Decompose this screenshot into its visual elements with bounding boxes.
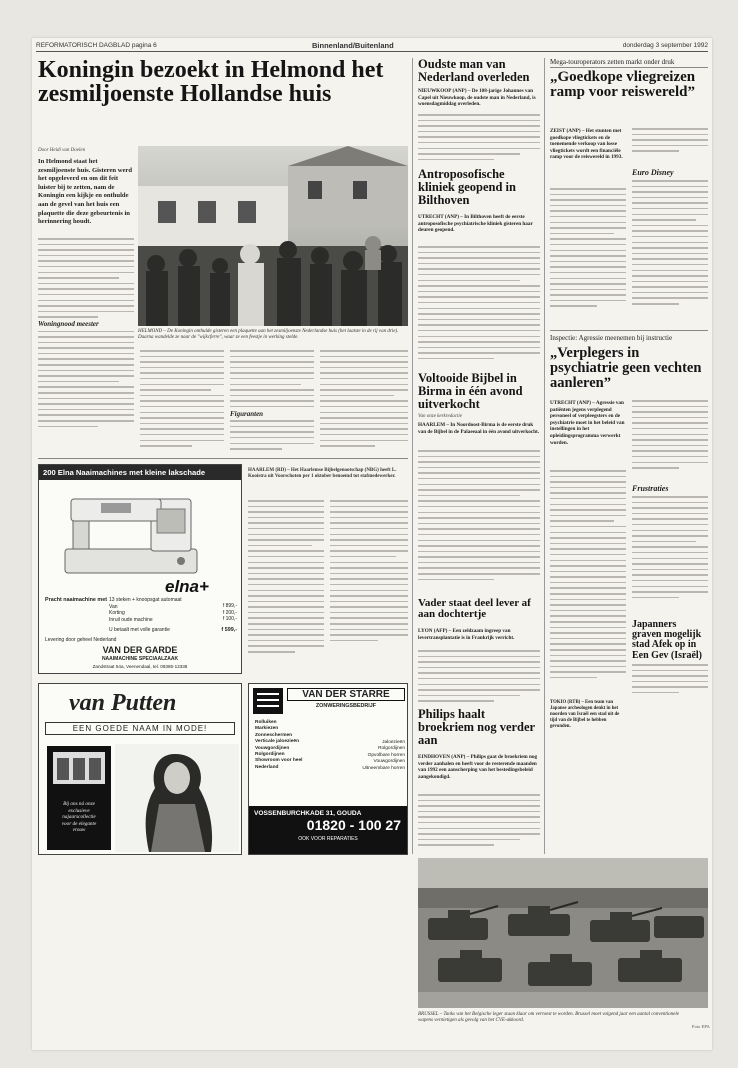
vanderstarre-item: Rolgordijnen (378, 746, 405, 752)
vanderstarre-item: Verticale jaloezieën (255, 739, 299, 745)
divider (544, 58, 545, 854)
elna-item: Van (109, 603, 118, 610)
inspectie-col-2b (632, 496, 708, 614)
elna-delivery: Levering door geheel Nederland (45, 637, 117, 643)
philips-body (418, 794, 540, 852)
reis-col-2b (632, 180, 708, 318)
vanderstarre-footer: OOK VOOR REPARATIES (298, 836, 358, 842)
vanderstarre-item: Showroom voor heel Nederland (255, 758, 303, 770)
vanputten-small-line: najaarscollectie (62, 814, 96, 821)
vanderstarre-phone: 01820 - 100 27 (306, 817, 401, 833)
vanderstarre-brand: VAN DER STARRE (287, 688, 405, 701)
vanderstarre-item: Opvolbare horren (367, 752, 405, 758)
haarlem-brief: HAARLEM (RD) – Het Haarlemse Bijbelgenootschap (NBG) heeft L. Kooistra uit Voorschoten per 1 oktober benoemd tot stafmedewerker. (248, 468, 397, 480)
haarlem-col-2 (330, 500, 408, 670)
sewing-machine-icon (61, 489, 201, 579)
kliniek-body (418, 246, 540, 370)
reis-col-2a (632, 128, 708, 164)
vanderstarre-item: Rolgordijnen (255, 752, 285, 758)
oudste-body (418, 114, 540, 164)
vanputten-small-line: exclusieve (68, 807, 90, 814)
main-headline: Koningin bezoekt in Helmond het zesmiljoenste Hollandse huis (38, 57, 384, 108)
newspaper-page (32, 38, 712, 1050)
vanderstarre-item: Markiezen (255, 726, 279, 732)
storefront-icon (47, 746, 111, 790)
vanderstarre-item: Rolluiken (255, 720, 277, 725)
inspectie-lead: UTRECHT (ANP) – Agressie van patiënten jegens verplegend personeel of verpleegsters en de psychiatrie moet in het beleid van instellingen in het opleidingsprogramma verwerkt worden. (550, 400, 625, 446)
divider (38, 458, 408, 459)
elna-company-sub: NAAIMACHINE SPECIAALZAAK (101, 656, 179, 662)
oudste-lead: NIEUWKOOP (ANP) – De 108-jarige Johannes van Capel uit Nieuwkoop, de oudste man in Nederland, is woensdagmiddag overleden. (418, 88, 536, 108)
elna-item: Inruil oude machine (109, 616, 153, 623)
philips-headline: Philips haalt broekriem nog verder aan (418, 707, 535, 747)
vanputten-dark-panel (47, 746, 111, 850)
tanks-photo (418, 858, 708, 1008)
main-col-4 (320, 350, 408, 454)
elna-price: f 200,- (222, 609, 237, 616)
vanderstarre-item: Vouwgordijnen (255, 745, 290, 751)
elna-item: Korting (109, 610, 125, 617)
vanderstarre-left-list (255, 720, 325, 771)
elna-price: f 100,- (222, 616, 237, 623)
elna-prices (199, 603, 237, 623)
ad-vanputten (38, 683, 242, 855)
tokio-lead: TOKIO (RTB) – Een team van Japanse archeologen denkt in het noorden van Israël een stad uit de tijd van de Bijbel te hebben gevonden. (550, 700, 620, 729)
kliniek-lead: UTRECHT (ANP) – In Bilthoven heeft de eerste antroposofische psychiatrische kliniek gisteren haar deuren geopend. (418, 214, 533, 234)
vanderstarre-item: Jaloezieën (382, 740, 405, 745)
japan-body (632, 664, 708, 704)
main-subhead: Woningnood meester (38, 319, 99, 328)
ad-elna (38, 464, 242, 674)
elna-brand: elna+ (165, 577, 209, 596)
reis-col-1 (550, 188, 626, 318)
vanderstarre-footer-panel (249, 806, 407, 855)
japan-headline: Japanners graven mogelijk stad Afek op in Een Gev (Israël) (632, 619, 702, 661)
bijbel-body (418, 450, 540, 596)
vanputten-small (47, 801, 111, 834)
vanderstarre-right-list (333, 740, 405, 772)
main-lead: In Helmond staat het zesmiljoenste huis. Gisteren werd het opgeleverd en om dit feit luister bij te zetten, nam de Koningin een kijkje en onthulde aan de gevel van het huis een plaquette die deze gebeurtenis in herinnering houdt. (38, 158, 133, 226)
elna-u-betaalt: U betaalt met volle garantie (109, 627, 170, 633)
reis-headline: „Goedkope vliegreizen ramp voor reiswereld” (550, 69, 696, 101)
inspectie-col-1 (550, 470, 626, 696)
divider (550, 330, 708, 331)
vader-lead: LYON (AFP) – Een zeldzaam ingreep van levertransplantatie is in Frankrijk verricht. (418, 628, 515, 641)
bijbel-headline: Voltooide Bijbel in Birma in één avond uitverkocht (418, 371, 523, 411)
vanputten-small-line: vrouw (72, 827, 86, 834)
haarlem-col-1 (248, 500, 324, 670)
vanderstarre-item: Uitneembare horren (362, 765, 405, 771)
vader-body (418, 650, 540, 706)
bijbel-byline: Van onze kerkredactie (418, 414, 462, 419)
kliniek-headline: Antroposofische kliniek geopend in Bilthoven (418, 167, 516, 207)
main-photo (138, 146, 408, 326)
vanputten-small-line: Bij ons ná onze (63, 801, 95, 807)
main-col-3 (230, 350, 314, 454)
vanderstarre-sub: ZONWERINGSBEDRIJF (315, 703, 377, 709)
elna-company: VAN DER GARDE (102, 645, 178, 655)
elna-item: 13 steken + knoopsgat automaat (109, 597, 182, 603)
tanks-caption: BRUSSEL – Tanks van het Belgische leger staan klaar om verroest te worden. Brussel moet volgend jaar een aantal conventionele wapens vernietigen als gevolg van het CVE-akkoord. (418, 1012, 679, 1023)
main-subhead-2: Figuranten (230, 409, 264, 418)
main-col-1 (38, 238, 134, 453)
inspectie-kicker: Inspectie: Agressie meenemen bij instructie (550, 334, 673, 342)
reis-lead: ZEIST (ANP) – Het stunten met goedkope vliegtickets en de toenemende verkoop van losse vliegtickets wordt een financiële ramp voor de reiswereld in 1993. (550, 128, 623, 161)
reis-kicker: Mega-touroperators zetten markt onder druk (550, 58, 708, 68)
header-date: donderdag 3 september 1992 (622, 42, 708, 49)
elna-address: Zandstraat 54a, Veenendaal, tel. 08385-13338 (92, 664, 188, 669)
inspectie-col-2a (632, 400, 708, 482)
philips-lead: EINDHOVEN (ANP) – Philips gaat de broekriem nog verder aanhalen en heeft voor de resterende maanden van 1992 een aanscherping van het bestedingsbeleid aangekondigd. (418, 754, 538, 780)
model-photo (115, 744, 239, 852)
main-photo-caption: HELMOND – De Koningin onthulde gisteren een plaquette aan het zesmiljoenste Nederlandse huis (het laatste in de rij van drie). Daarna wandelde ze naar de "wijkcferre", waar ze een feestje in werking stelde. (138, 329, 399, 340)
photo-credit: Foto EPA (692, 1024, 710, 1029)
header-section: Binnenland/Buitenland (312, 41, 394, 50)
main-col-2 (140, 350, 224, 454)
elna-price: f 899,- (222, 603, 237, 609)
vanputten-slogan: EEN GOEDE NAAM IN MODE! (45, 722, 235, 735)
ad-vanderstarre (248, 683, 408, 855)
page-header (36, 40, 708, 52)
vanderstarre-item: Vouwgordijnen (373, 759, 405, 765)
inspectie-headline: „Verplegers in psychiatrie geen vechten aanleren” (550, 345, 702, 391)
elna-final-price: f 599,- (221, 627, 237, 633)
vanderstarre-item: Zonneschermen (255, 732, 293, 738)
vanderstarre-address: VOSSENBURCHKADE 31, GOUDA (254, 810, 362, 817)
vanderstarre-logo-icon (253, 688, 283, 714)
elna-price-label: Pracht naaimachine met (45, 597, 108, 603)
elna-items (109, 597, 193, 623)
inspectie-subhead: Frustraties (632, 484, 669, 493)
bijbel-lead: HAARLEM – In Noordoost-Birma is de eerste druk van de Bijbel in de Palaeeaal in één avond uitverkocht. (418, 422, 540, 435)
vader-headline: Vader staat deel lever af aan dochtertje (418, 597, 531, 621)
vanputten-brand: van Putten (69, 690, 177, 716)
oudste-headline: Oudste man van Nederland overleden (418, 57, 530, 84)
elna-ad-title: 200 Elna Naaimachines met kleine lakschade (39, 465, 241, 480)
divider (412, 58, 413, 854)
vanputten-small-line: voor de elegante (61, 820, 97, 827)
reis-subhead: Euro Disney (632, 168, 674, 177)
main-byline: Door Heidi van Doelen (38, 148, 86, 153)
header-left: REFORMATORISCH DAGBLAD pagina 6 (36, 42, 157, 49)
